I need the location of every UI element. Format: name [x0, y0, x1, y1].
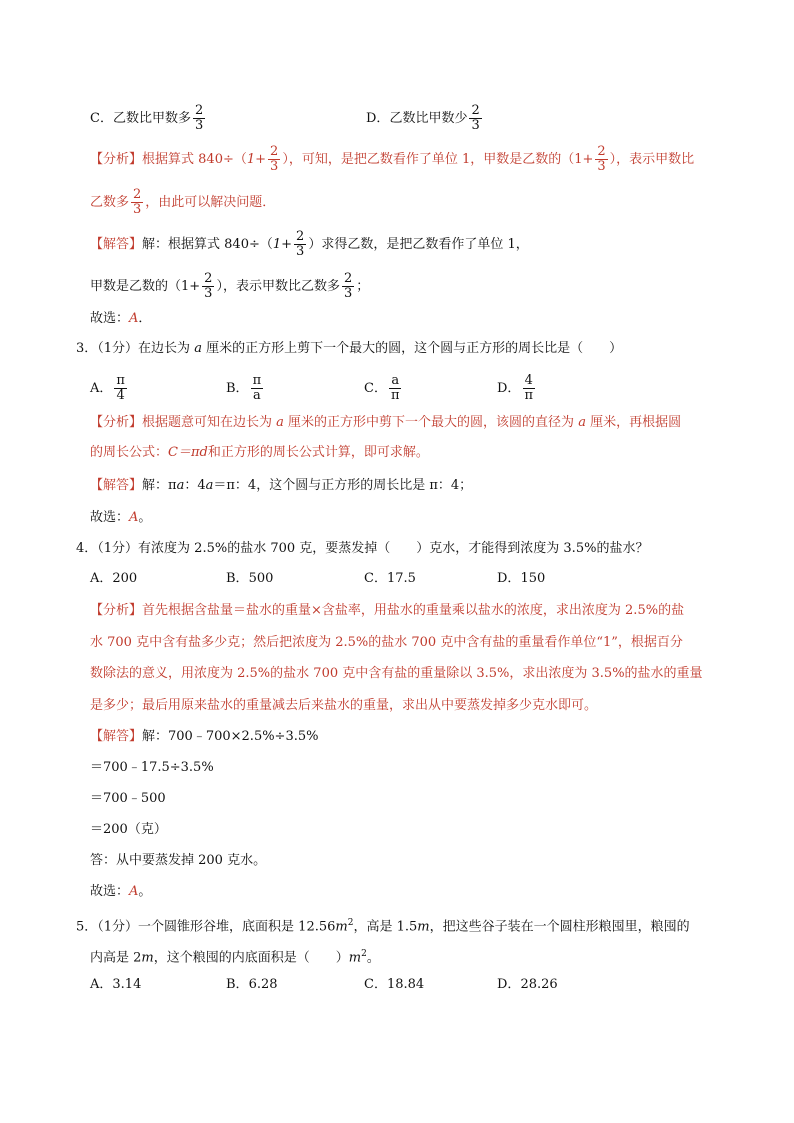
- q4-answer-line-1: 【解答】解：700﹣700×2.5%÷3.5%: [90, 729, 319, 744]
- q3-answer: 【解答】解：πa：4a＝π：4，这个圆与正方形的周长比是 π：4；: [90, 478, 473, 493]
- q2-option-d: D．乙数比甲数少 $\frac{2}{3}$: [366, 103, 480, 133]
- q4-option-b: B．500: [226, 571, 274, 586]
- q5-option-b: B．6.28: [226, 977, 278, 992]
- q4-option-c: C．17.5: [364, 571, 416, 586]
- q4-analysis-line-4: 是多少；最后用原来盐水的重量减去后来盐水的重量，求出从中要蒸发掉多少克水即可。: [90, 698, 598, 713]
- q4-analysis-line-1: 【分析】首先根据含盐量＝盐水的重量×含盐率，用盐水的重量乘以盐水的浓度，求出浓度为 2.5%的盐: [90, 603, 685, 618]
- fraction: $\frac{2}{3}$: [194, 103, 204, 133]
- q3-analysis-line-2: 的周长公式：C＝πd和正方形的周长公式计算，即可求解。: [90, 445, 429, 460]
- q4-stem: 4．（1分）有浓度为 2.5%的盐水 700 克，要蒸发掉（ ）克水，才能得到浓度为 3.5%的盐水？: [76, 541, 649, 556]
- q3-choice: 故选：A。: [90, 510, 152, 525]
- q2-choice: 故选：A．: [90, 311, 152, 326]
- q3-analysis-line-1: 【分析】根据题意可知在边长为 a 厘米的正方形中剪下一个最大的圆，该圆的直径为 a 厘米，再根据圆: [90, 415, 682, 430]
- q4-option-a: A．200: [90, 571, 138, 586]
- q2-answer-line-2: 甲数是乙数的（1+ $\frac{2}{3}$ ），表示甲数比乙数多 $\frac{2}{3}$ ；: [90, 271, 370, 301]
- q4-option-d: D．150: [497, 571, 546, 586]
- q3-option-a: A． $\frac{\pi}{4}$: [90, 373, 125, 403]
- q4-choice: 故选：A。: [90, 884, 152, 899]
- q4-answer-line-4: ＝200（克）: [90, 822, 167, 837]
- q5-option-c: C．18.84: [364, 977, 425, 992]
- q5-option-d: D．28.26: [497, 977, 558, 992]
- fraction: $\frac{2}{3}$: [471, 103, 480, 133]
- q5-option-a: A．3.14: [90, 977, 142, 992]
- q4-answer-line-5: 答：从中要蒸发掉 200 克水。: [90, 853, 267, 868]
- q5-stem-line-1: 5．（1分）一个圆锥形谷堆，底面积是 $12.56m^2$，高是 1.5m，把这些谷子装在一个圆柱形粮囤里，粮囤的: [76, 918, 690, 935]
- q3-stem: 3．（1分）在边长为 a 厘米的正方形上剪下一个最大的圆，这个圆与正方形的周长比是（ ）: [76, 341, 623, 356]
- q3-option-d: D． $\frac{4}{\pi}$: [497, 373, 533, 403]
- q3-option-c: C． $\frac{a}{\pi}$: [364, 373, 400, 403]
- q2-analysis-line-1: 【分析】根据算式 840÷（1+ $\frac{2}{3}$ ），可知，是把乙数看作了单位 1，甲数是乙数的（1+ $\frac{2}{3}$ ），表示甲数比: [90, 144, 695, 174]
- q4-answer-line-3: ＝700﹣500: [90, 791, 166, 806]
- q4-analysis-line-2: 水 700 克中含有盐多少克；然后把浓度为 2.5%的盐水 700 克中含有盐的重量看作单位“1”，根据百分: [90, 635, 683, 650]
- q4-analysis-line-3: 数除法的意义，用浓度为 2.5%的盐水 700 克中含有盐的重量除以 3.5%，求出浓度为 3.5%的盐水的重量: [90, 666, 703, 681]
- q5-stem-line-2: 内高是 2m，这个粮囤的内底面积是（ ）$m^2$。: [90, 949, 380, 966]
- q4-answer-line-2: ＝700﹣17.5÷3.5%: [90, 760, 214, 775]
- q2-answer-line-1: 【解答】解：根据算式 840÷（1+ $\frac{2}{3}$ ）求得乙数，是把乙数看作了单位 1，: [90, 229, 529, 259]
- q2-analysis-line-2: 乙数多 $\frac{2}{3}$ ，由此可以解决问题．: [90, 187, 276, 217]
- q3-option-b: B． $\frac{\pi}{a}$: [226, 373, 262, 403]
- q2-option-c: C．乙数比甲数多 $\frac{2}{3}$: [90, 103, 204, 133]
